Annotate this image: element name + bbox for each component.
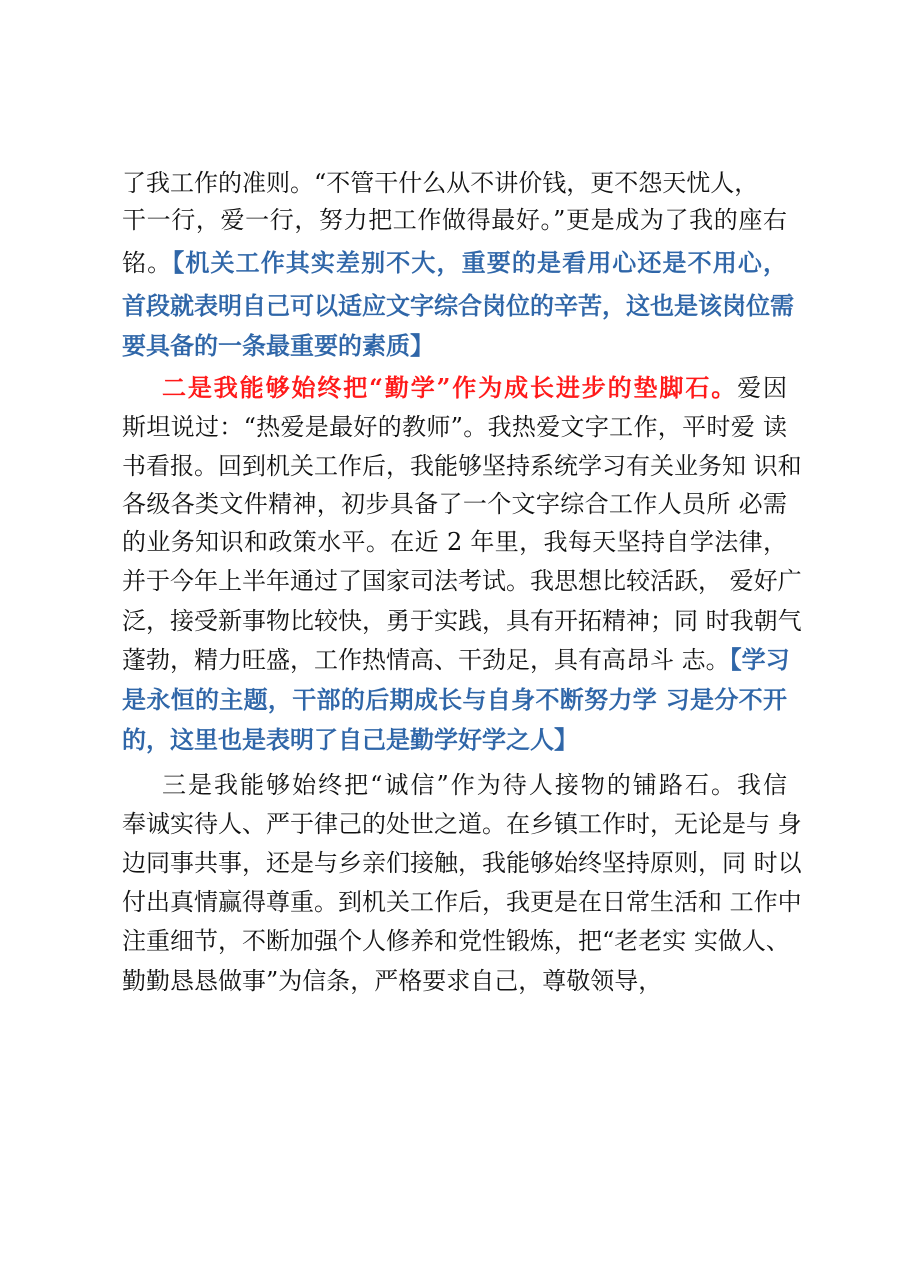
body-text: 爱因	[737, 374, 788, 402]
text-line	[122, 205, 787, 235]
comment-text: 首段就表明自己可以适应文字综合岗位的辛苦，这也是该岗位需	[122, 291, 794, 320]
comment-text: 【机关工作其实差别不大，重要的是看用心还是不用心，	[172, 248, 788, 277]
text-line	[122, 566, 802, 596]
text-line	[122, 331, 434, 361]
text-line	[122, 887, 802, 917]
text-line	[122, 809, 802, 839]
body-text: 书看报。回到机关工作后，我能够坚持系统学习有关业务知 识和	[122, 452, 802, 480]
body-text: 并于今年上半年通过了国家司法考试。我思想比较活跃， 爱好广	[122, 567, 802, 595]
heading-text: 二是我能够始终把“勤学”作为成长进步的垫脚石。	[162, 373, 738, 402]
body-text: 了我工作的准则。“不管干什么从不讲价钱，更不怨天忧人，	[122, 169, 759, 197]
body-text: 泛，接受新事物比较快，勇于实践，具有开拓精神；同 时我朝气	[122, 607, 802, 635]
text-line	[122, 248, 787, 278]
body-text: 勤勤恳恳做事”为信条，严格要求自己，尊敬领导，	[122, 967, 663, 995]
body-text: 三是我能够始终把“诚信”作为待人接物的铺路石。我信	[162, 771, 787, 799]
comment-text: 【学习	[729, 645, 790, 674]
text-line	[122, 489, 787, 519]
text-line	[122, 966, 677, 996]
text-line	[122, 848, 802, 878]
text-line	[122, 168, 767, 198]
text-line	[122, 527, 787, 557]
text-line	[162, 770, 787, 800]
body-text: 注重细节，不断加强个人修养和党性锻炼，把“老老实 实做人、	[122, 927, 790, 955]
body-text: 奉诚实待人、严于律己的处世之道。在乡镇工作时，无论是与 身	[122, 810, 802, 838]
text-line	[122, 926, 790, 956]
body-text: 干一行，爱一行，努力把工作做得最好。”更是成为了我的座右	[122, 206, 787, 234]
comment-text: 要具备的一条最重要的素质】	[122, 331, 434, 360]
text-line	[162, 373, 787, 403]
body-text: 付出真情赢得尊重。到机关工作后，我更是在日常生活和 工作中	[122, 888, 802, 916]
body-text: 的业务知识和政策水平。在近 2 年里，我每天坚持自学法律，	[122, 528, 787, 556]
text-line	[122, 412, 787, 442]
text-line	[122, 725, 597, 755]
text-line	[122, 606, 802, 636]
body-text: 铭。	[122, 249, 173, 277]
body-text: 边同事共事，还是与乡亲们接触，我能够始终坚持原则，同 时以	[122, 849, 802, 877]
text-line	[122, 451, 802, 481]
text-line	[122, 645, 790, 675]
body-text: 斯坦说过：“热爱是最好的教师”。我热爱文字工作，平时爱 读	[122, 413, 787, 441]
text-line	[122, 685, 787, 715]
comment-text: 是永恒的主题，干部的后期成长与自身不断努力学 习是分不开	[122, 685, 787, 714]
body-text: 蓬勃，精力旺盛，工作热情高、干劲足，具有高昂斗 志。	[122, 646, 730, 674]
comment-text: 的，这里也是表明了自己是勤学好学之人】	[122, 725, 578, 754]
body-text: 各级各类文件精神，初步具备了一个文字综合工作人员所 必需	[122, 490, 787, 518]
text-line	[122, 291, 794, 321]
